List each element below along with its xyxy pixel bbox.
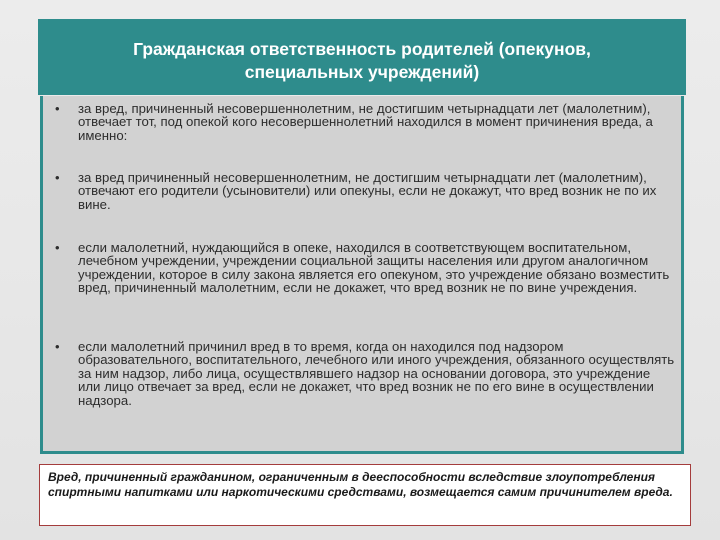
- bullet-marker: •: [55, 240, 60, 255]
- title-banner: [38, 19, 686, 95]
- bullet-text: за вред, причиненный несовершеннолетним, не достигшим четырнадцати лет (малолетним), отвечает тот, под опекой кого несовершеннолетний находился в момент причинения вреда, а именно:: [78, 101, 653, 143]
- bullet-marker: •: [55, 339, 60, 354]
- bullet-marker: •: [55, 101, 60, 116]
- content-panel: [40, 96, 684, 454]
- slide-title: Гражданская ответственность родителей (опекунов, специальных учреждений): [133, 39, 591, 82]
- bullet-text: если малолетний, нуждающийся в опеке, находился в соответствующем воспитательном, лечебном учреждении, учреждении социальной защиты населения или другом аналогичном учреждении, которое в силу закона является его опекуном, это учреждение обязано возместить вред, причиненный малолетним, если не докажет, что вред возник не по вине учреждения.: [78, 240, 670, 296]
- note-text: Вред, причиненный гражданином, ограниченным в дееспособности вследствие злоупотребления спиртными напитками или наркотическими средствами, возмещается самим причинителем вреда.: [48, 470, 673, 500]
- bullet-marker: •: [55, 170, 60, 185]
- bullet-text: за вред причиненный несовершеннолетним, не достигшим четырнадцати лет (малолетним), отвечают его родители (усыновители) или опекуны, если не докажут, что вред возник не по их вине.: [78, 170, 657, 212]
- note-box: [39, 464, 691, 526]
- bullet-text: если малолетний причинил вред в то время, когда он находился под надзором образовательного, воспитательного, лечебного или иного учреждения, обязанного осуществлять за ним надзор, либо лица, осуществлявшего надзор на основании договора, это учреждение или лицо отвечает за вред, если не докажет, что вред возник не по его вине в осуществлении надзора.: [78, 339, 675, 408]
